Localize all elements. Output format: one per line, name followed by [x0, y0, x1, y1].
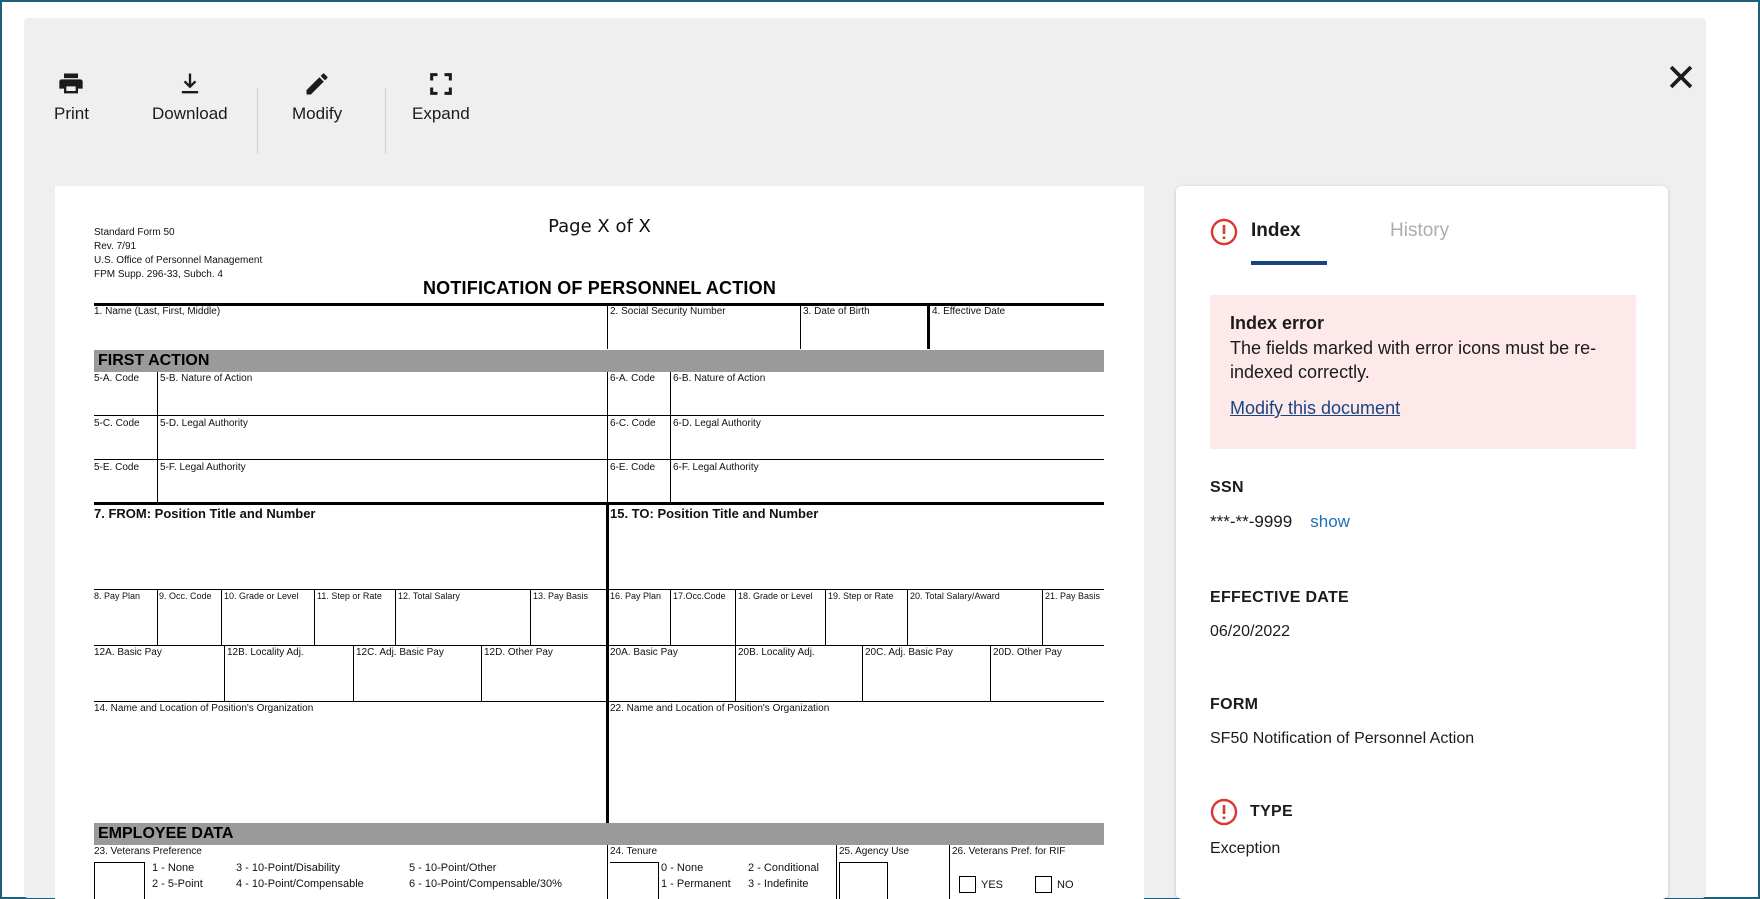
form-field-label: 22. Name and Location of Position's Organization	[610, 703, 830, 714]
download-label: Download	[152, 104, 228, 123]
form-rule	[481, 645, 482, 701]
form-rule	[353, 645, 354, 701]
modify-document-link[interactable]: Modify this document	[1230, 398, 1401, 418]
veterans-pref-no-checkbox	[1035, 876, 1052, 893]
section-band: FIRST ACTION	[94, 350, 1104, 372]
form-field-label: 10. Grade or Level	[224, 591, 299, 601]
form-field-label: 16. Pay Plan	[610, 591, 662, 601]
form-header-line: U.S. Office of Personnel Management	[94, 255, 263, 266]
form-field-label: YES	[981, 879, 1004, 891]
toolbar-divider	[385, 88, 386, 154]
form-field-label: 5-B. Nature of Action	[160, 373, 253, 384]
form-rule	[94, 645, 1104, 646]
form-field-label: 6-E. Code	[610, 462, 656, 473]
form-rule	[607, 372, 608, 503]
form-field-label: 17.Occ.Code	[673, 591, 726, 601]
form-field-label: 2. Social Security Number	[610, 306, 726, 317]
section-band: EMPLOYEE DATA	[94, 823, 1104, 845]
form-rule	[927, 305, 930, 349]
modify-button[interactable]	[292, 70, 342, 124]
expand-button[interactable]	[412, 70, 470, 124]
form-field-label: 12C. Adj. Basic Pay	[356, 647, 444, 658]
form-field-label: 6-C. Code	[610, 418, 656, 429]
form-rule	[907, 589, 908, 645]
tab-index[interactable]: Index	[1251, 220, 1301, 241]
form-field-label: 5 - 10-Point/Other	[409, 862, 497, 874]
form-field-label: 1. Name (Last, First, Middle)	[94, 306, 221, 317]
form-field-label: 3. Date of Birth	[803, 306, 870, 317]
form-rule	[144, 862, 145, 899]
form-rule	[94, 701, 1104, 702]
form-field-label: 8. Pay Plan	[94, 591, 141, 601]
form-field-label: 2 - 5-Point	[152, 878, 203, 890]
form-field-label: 12D. Other Pay	[484, 647, 553, 658]
ssn-value: ***-**-9999	[1210, 512, 1293, 531]
form-rule	[670, 589, 671, 645]
tab-history[interactable]: History	[1390, 220, 1450, 241]
form-field-label: 6-B. Nature of Action	[673, 373, 766, 384]
form-field-label: 20B. Locality Adj.	[738, 647, 815, 658]
form-rule	[825, 589, 826, 645]
form-field-label: 20A. Basic Pay	[610, 647, 678, 658]
form-rule	[887, 862, 888, 899]
modify-label: Modify	[292, 104, 343, 123]
show-ssn-link[interactable]: show	[1310, 512, 1350, 531]
print-button[interactable]	[54, 70, 89, 124]
error-icon	[1210, 798, 1238, 826]
form-field-label: 4 - 10-Point/Compensable	[236, 878, 364, 890]
form-field-label: 23. Veterans Preference	[94, 846, 202, 857]
form-rule	[94, 862, 145, 863]
form-field-label: 12. Total Salary	[398, 591, 460, 601]
form-rule	[94, 415, 1104, 416]
form-rule	[839, 862, 840, 899]
form-field-label: 6-A. Code	[610, 373, 656, 384]
close-button[interactable]	[1664, 60, 1698, 94]
form-field-label: 1 - None	[152, 862, 195, 874]
form-rule	[800, 305, 801, 349]
form-rule	[836, 845, 837, 899]
form-field-label: 5-E. Code	[94, 462, 140, 473]
active-tab-indicator	[1251, 261, 1327, 265]
expand-icon	[427, 70, 455, 98]
form-field-label: 11. Step or Rate	[317, 591, 382, 601]
index-panel	[1176, 186, 1668, 899]
form-rule	[1042, 589, 1043, 645]
alert-body: The fields marked with error icons must be re-indexed correctly.	[1230, 338, 1597, 382]
form-field-label: 19. Step or Rate	[828, 591, 894, 601]
form-field-label: 4. Effective Date	[932, 306, 1006, 317]
effective-date-value: 06/20/2022	[1210, 623, 1291, 640]
error-icon	[1210, 218, 1238, 246]
form-field-label: 12A. Basic Pay	[94, 647, 162, 658]
form-field-label: 5-A. Code	[94, 373, 140, 384]
form-header-line: Rev. 7/91	[94, 241, 137, 252]
close-icon	[1664, 60, 1698, 94]
form-field-label: 2 - Conditional	[748, 862, 819, 874]
form-rule	[530, 589, 531, 645]
pencil-icon	[303, 70, 331, 98]
form-rule	[610, 862, 658, 863]
form-rule	[735, 589, 736, 645]
form-field-label: 20. Total Salary/Award	[910, 591, 1000, 601]
form-field-label: 5-D. Legal Authority	[160, 418, 248, 429]
form-field-label: 5-C. Code	[94, 418, 140, 429]
form-rule	[990, 645, 991, 701]
form-field-label: 6-F. Legal Authority	[673, 462, 759, 473]
form-rule	[94, 862, 95, 899]
toolbar-divider	[257, 88, 258, 154]
form-field-label: 5-F. Legal Authority	[160, 462, 246, 473]
document-preview	[55, 186, 1144, 899]
effective-date-label: EFFECTIVE DATE	[1210, 589, 1350, 606]
form-rule	[670, 372, 671, 503]
ssn-value-row	[1210, 512, 1350, 532]
download-icon	[176, 70, 204, 98]
form-field-label: 21. Pay Basis	[1045, 591, 1101, 601]
type-label: TYPE	[1250, 803, 1293, 820]
form-rule	[949, 845, 950, 899]
form-field-label: 6 - 10-Point/Compensable/30%	[409, 878, 562, 890]
form-header-line: Standard Form 50	[94, 227, 175, 238]
form-rule	[157, 589, 158, 645]
form-field-label: 0 - None	[661, 862, 704, 874]
form-field-label: 3 - Indefinite	[748, 878, 809, 890]
form-field-label: 9. Occ. Code	[159, 591, 212, 601]
form-field-label: 20C. Adj. Basic Pay	[865, 647, 953, 658]
form-rule	[94, 502, 1104, 505]
form-field-label: 6-D. Legal Authority	[673, 418, 761, 429]
form-field-label: 1 - Permanent	[661, 878, 731, 890]
form-field-label: NO	[1057, 879, 1074, 891]
download-button[interactable]	[152, 70, 228, 124]
form-field-label: 13. Pay Basis	[533, 591, 589, 601]
form-rule	[224, 645, 225, 701]
form-field-label: 26. Veterans Pref. for RIF	[952, 846, 1066, 857]
form-rule	[94, 589, 1104, 590]
form-field-label: 12B. Locality Adj.	[227, 647, 304, 658]
form-rule	[157, 372, 158, 503]
form-rule	[658, 862, 659, 899]
ssn-label: SSN	[1210, 479, 1244, 496]
form-rule	[862, 645, 863, 701]
form-rule	[607, 845, 608, 899]
veterans-pref-yes-checkbox	[959, 876, 976, 893]
form-title: NOTIFICATION OF PERSONNEL ACTION	[422, 278, 777, 298]
page-indicator: Page X of X	[548, 216, 651, 237]
form-rule	[607, 305, 608, 349]
form-rule	[735, 645, 736, 701]
form-header-line: FPM Supp. 296-33, Subch. 4	[94, 269, 223, 280]
form-rule	[395, 589, 396, 645]
form-rule	[606, 504, 609, 824]
form-label: FORM	[1210, 696, 1259, 713]
form-rule	[314, 589, 315, 645]
type-value: Exception	[1210, 840, 1281, 857]
form-field-label: 15. TO: Position Title and Number	[610, 506, 819, 521]
form-rule	[221, 589, 222, 645]
expand-label: Expand	[412, 104, 470, 123]
form-rule	[94, 459, 1104, 460]
form-rule	[839, 862, 887, 863]
print-icon	[57, 70, 85, 98]
alert-title: Index error	[1230, 313, 1325, 333]
form-field-label: 3 - 10-Point/Disability	[236, 862, 340, 874]
index-error-alert	[1210, 295, 1636, 449]
form-field-label: 24. Tenure	[610, 846, 658, 857]
form-field-label: 14. Name and Location of Position's Organization	[94, 703, 314, 714]
form-value: SF50 Notification of Personnel Action	[1210, 730, 1475, 747]
form-field-label: 7. FROM: Position Title and Number	[94, 506, 316, 521]
form-field-label: 18. Grade or Level	[738, 591, 813, 601]
form-field-label: 25. Agency Use	[839, 846, 910, 857]
print-label: Print	[54, 104, 89, 123]
form-field-label: 20D. Other Pay	[993, 647, 1062, 658]
